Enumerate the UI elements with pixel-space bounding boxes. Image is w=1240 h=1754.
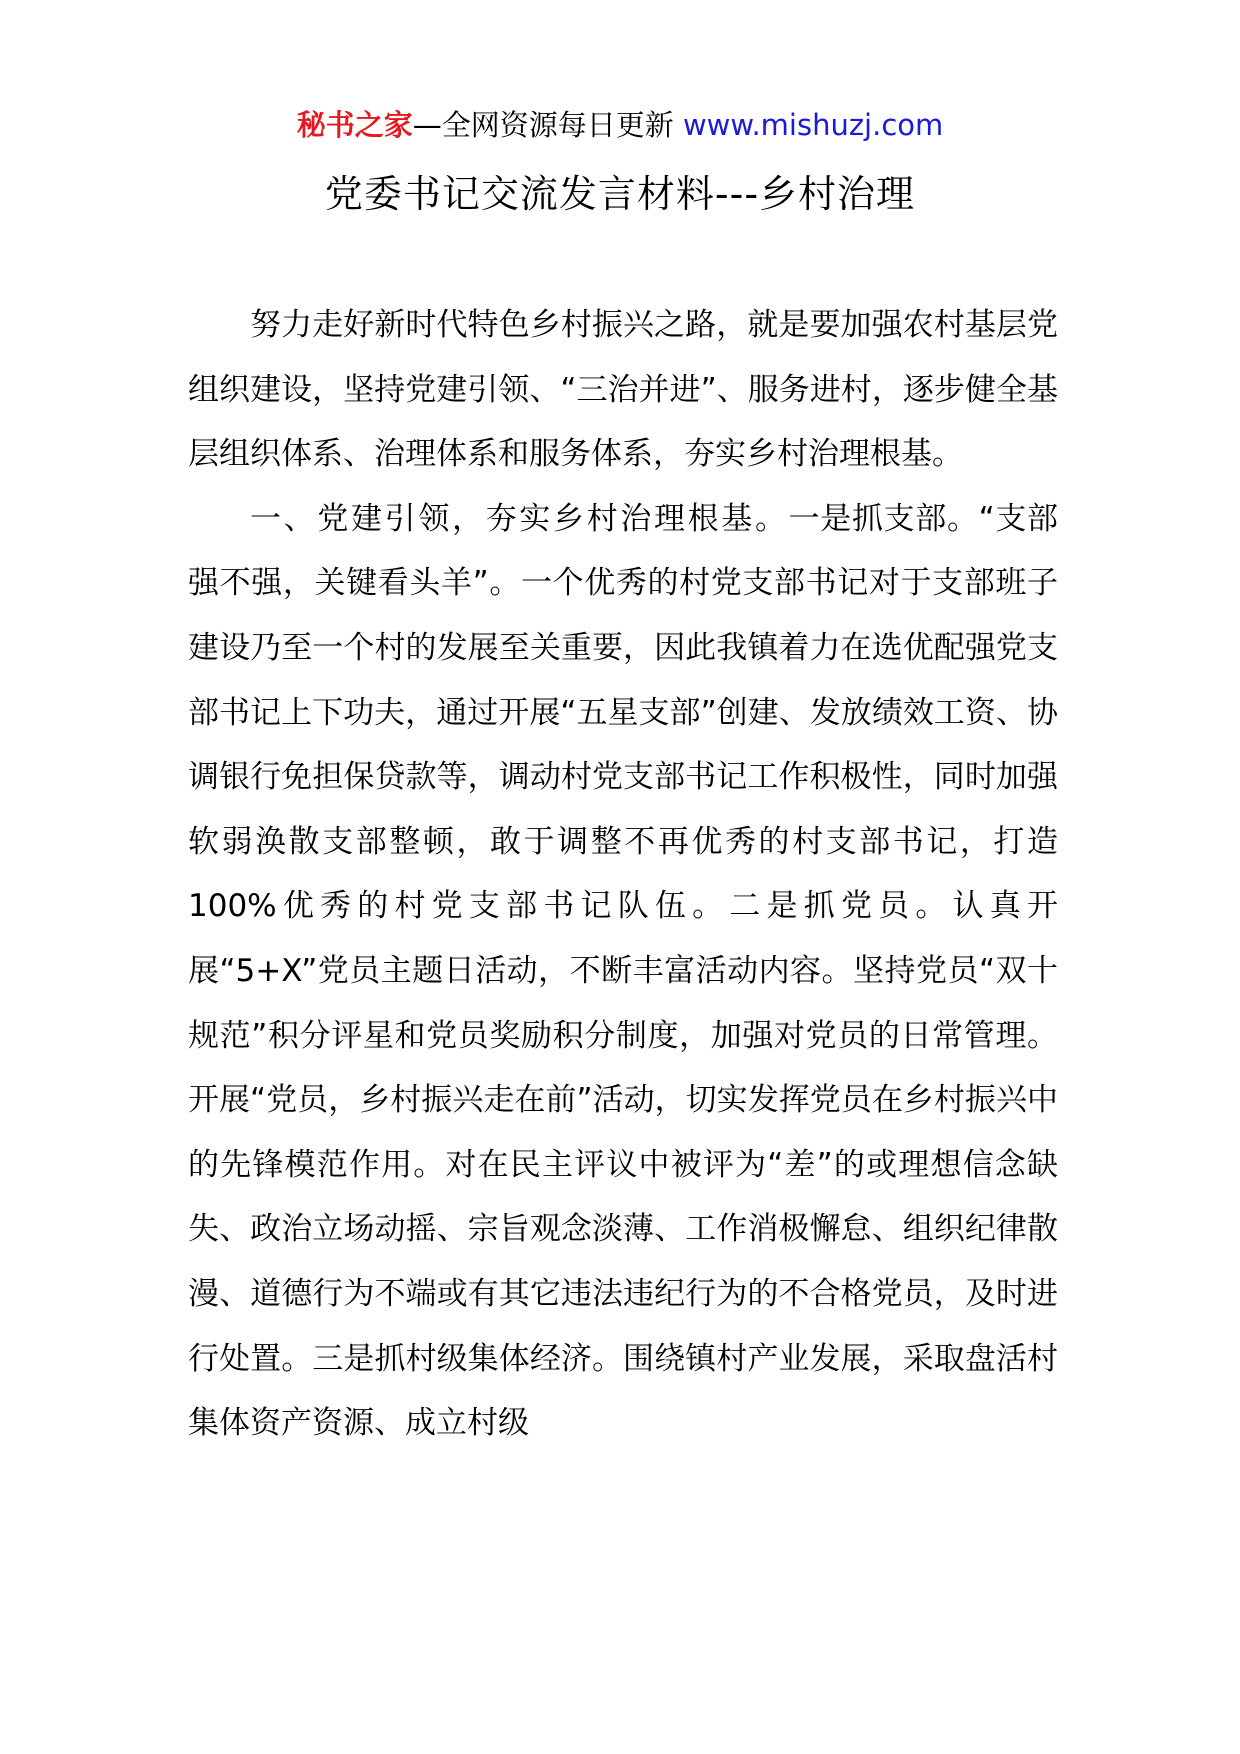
site-url-link[interactable]: www.mishuzj.com	[682, 108, 944, 142]
brand-name: 秘书之家	[296, 108, 413, 142]
section-one-body: 一是抓支部。“支部强不强，关键看头羊”。一个优秀的村党支部书记对于支部班子建设乃至一个村的发展至关重要，因此我镇着力在选优配强党支部书记上下功夫，通过开展“五星支部”创建、发放绩效工资、协调银行免担保贷款等，调动村党支部书记工作积极性，同时加强软弱涣散支部整顿，敢于调整不再优秀的村支部书记，打造100%优秀的村党支部书记队伍。二是抓党员。认真开展“5+X”党员主题日活动，不断丰富活动内容。坚持党员“双十规范”积分评星和党员奖励积分制度，加强对党员的日常管理。开展“党员，乡村振兴走在前”活动，切实发挥党员在乡村振兴中的先锋模范作用。对在民主评议中被评为“差”的或理想信念缺失、政治立场动摇、宗旨观念淡薄、工作消极懈怠、组织纪律散漫、道德行为不端或有其它违法违纪行为的不合格党员，及时进行处置。三是抓村级集体经济。围绕镇村产业发展，采取盘活村集体资产资源、成立村级	[188, 500, 1058, 1442]
section-one-paragraph	[188, 487, 1058, 1456]
section-one-heading: 一、党建引领，夯实乡村治理根基。	[250, 500, 789, 537]
document-body	[188, 293, 1058, 1456]
header-tagline: —全网资源每日更新	[412, 108, 674, 142]
document-title: 党委书记交流发言材料---乡村治理	[324, 172, 916, 216]
intro-paragraph: 努力走好新时代特色乡村振兴之路，就是要加强农村基层党组织建设，坚持党建引领、“三治并进”、服务进村，逐步健全基层组织体系、治理体系和服务体系，夯实乡村治理根基。	[188, 307, 1058, 473]
site-header	[0, 100, 1240, 150]
